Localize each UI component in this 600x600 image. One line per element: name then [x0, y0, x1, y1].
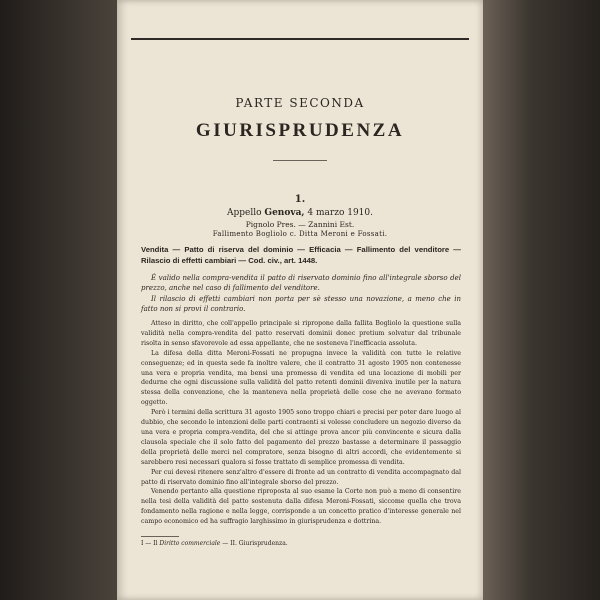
footer-note: [141, 540, 288, 547]
body-paragraph: Atteso in diritto, che coll'appello principale si ripropone dalla fallita Bogliolo la questione sulla validità nella compra-vendita del patto reservati dominii donec pretium solvatur dal tribunale risolta in senso sfavorevole ad essa appellante, che ne sosteneva l'inefficacia assoluta.: [141, 320, 461, 347]
maxim-paragraph: Il rilascio di effetti cambiari non porta per sè stesso una novazione, a meno che in fatto non si provi il contrario.: [141, 294, 461, 313]
part-label: PARTE SECONDA: [235, 96, 365, 110]
maxim-block: [141, 273, 461, 314]
body-text: [141, 319, 461, 527]
title-divider: [273, 160, 327, 161]
court-city: Genova,: [264, 208, 305, 218]
footer-journal: Diritto commerciale: [159, 540, 221, 547]
body-paragraph: Però i termini della scrittura 31 agosto 1905 sono troppo chiari e precisi per poter dare luogo al dubbio, che secondo le intenzioni delle parti contraenti si volesse concludere un negozio diverso da una vera e propria compra-vendita, del che si attinge prova ancor più convincente e sicura dalla clausola speciale che il solo fatto del pagamento del prezzo bastasse a determinare il passaggio della proprietà delle merci nel compratore, senza bisogno di altri accordi, che evidentemente si sarebbero resi necessari qualora si fosse trattato di semplice promessa di vendita.: [141, 409, 461, 466]
body-paragraph: Per cui devesi ritenere senz'altro d'essere di fronte ad un contratto di vendita accompagnato dal patto di riservato dominio fino all'integrale sborso del prezzo.: [141, 468, 461, 486]
body-paragraph: La difesa della ditta Meroni-Fossati ne propugna invece la validità con tutte le relative conseguenze; ed in questa sede fa inoltre valere, che il contratto 31 agosto 1905 non contenesse una vera e propria vendita, ma bensì una promessa di vendita ed una locazione di mobili per dedurne che ogni discussione sulla validità del patto retenti dominii diveniva inutile per la natura stessa della convenzione, che la manteneva nella proprietà delle cose che ne avevano formato oggetto.: [141, 349, 461, 407]
section-title: GIURISPRUDENZA: [195, 120, 405, 141]
page-edge-right: [483, 0, 600, 600]
footer-prefix: I — Il: [141, 540, 158, 547]
court-line: [117, 208, 483, 218]
judges-line: Pignolo Pres. — Zannini Est.: [245, 220, 355, 229]
binding-shadow-left: [0, 0, 117, 600]
footer-suffix: — II. Giurisprudenza.: [222, 540, 288, 547]
body-paragraph: Venendo pertanto alla questione riproposta al suo esame la Corte non può a meno di consentire nella tesi della validità del patto sostenuta dalla difesa Meroni-Fossati, siccome quella che trova fondamento nella ragione e nella legge, corrisponde a un concetto pratico d'interesse generale nel campo economico ed ha suffragio larghissimo in giurisprudenza e dottrina.: [141, 488, 461, 526]
case-number: 1.: [294, 194, 306, 205]
court-date: 4 marzo 1910.: [307, 208, 373, 218]
top-rule: [131, 38, 469, 40]
keywords-heading: Vendita — Patto di riserva del dominio — Efficacia — Fallimento del venditore — Rilascio di effetti cambiari — Cod. civ., art. 1448.: [141, 245, 461, 265]
footer-rule: [141, 536, 179, 537]
parties-line: Fallimento Bogliolo c. Ditta Meroni e Fossati.: [212, 230, 388, 238]
maxim-paragraph: È valido nella compra-vendita il patto di riservato dominio fino all'integrale sborso del prezzo, anche nel caso di fallimento del venditore.: [141, 274, 461, 293]
book-page: [117, 0, 483, 600]
court-prefix: Appello: [226, 208, 262, 218]
